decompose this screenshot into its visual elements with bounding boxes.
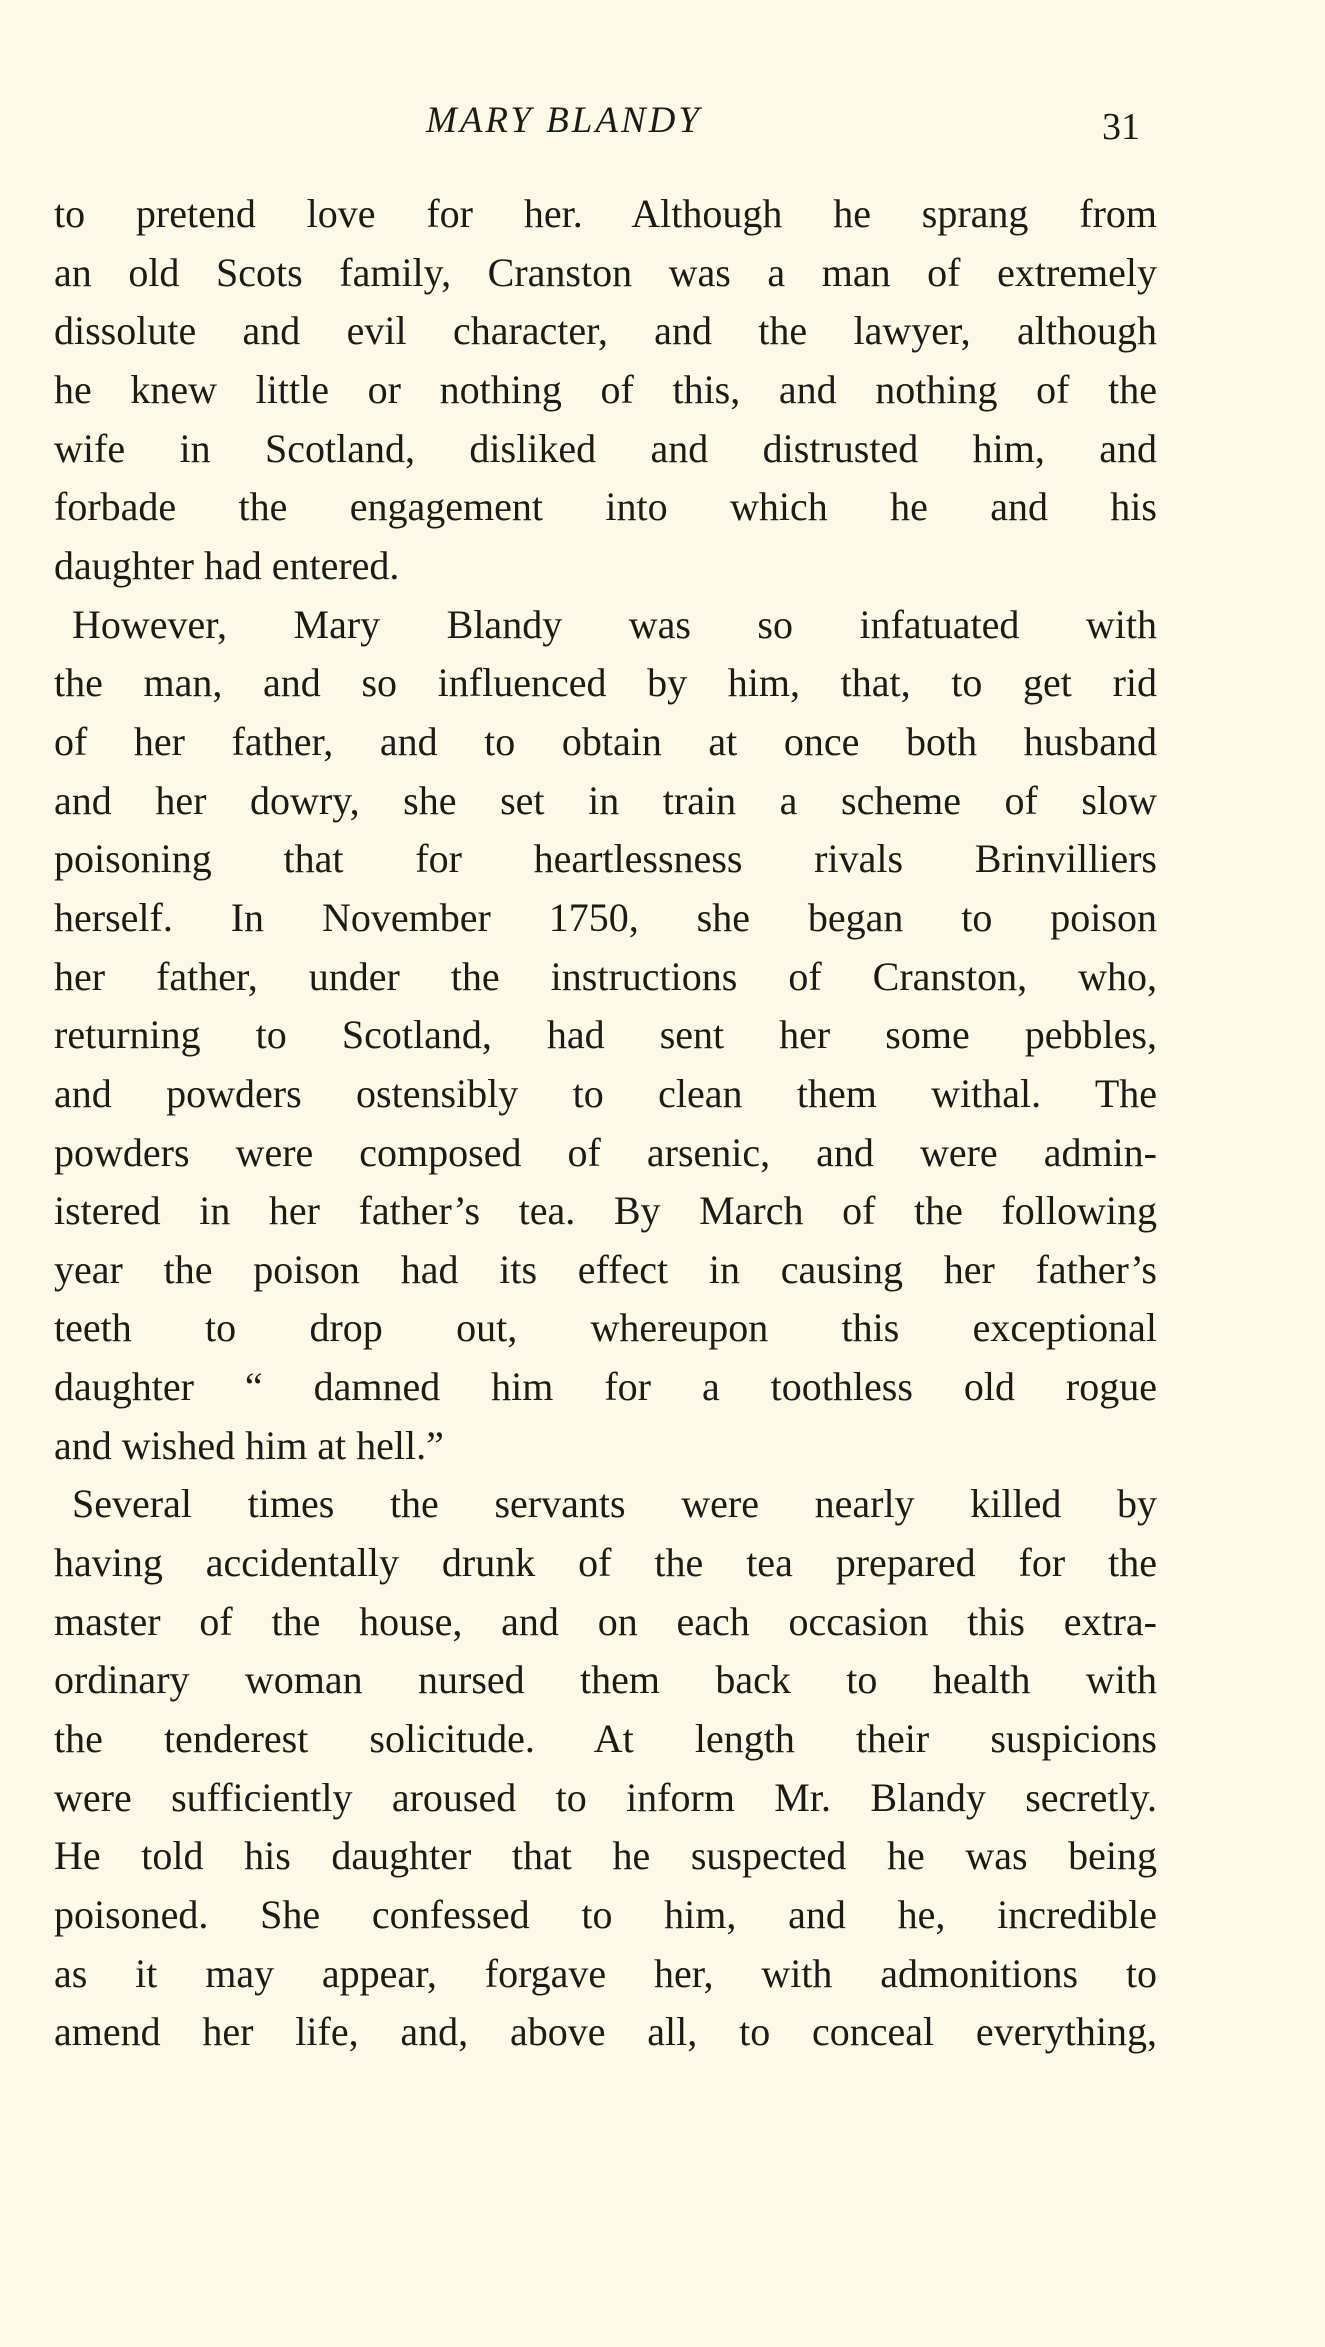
text-line: daughter “ damned him for a toothless old rogue [54, 1364, 1157, 1410]
text-line: and her dowry, she set in train a scheme of slow [54, 777, 1157, 823]
text-line: teeth to drop out, whereupon this exceptional [54, 1305, 1157, 1351]
text-line: an old Scots family, Cranston was a man of extremely [54, 249, 1157, 295]
text-line: of her father, and to obtain at once both husband [54, 718, 1157, 764]
text-line: powders were composed of arsenic, and were admin- [54, 1129, 1157, 1175]
text-line: and wished him at hell.” [54, 1422, 444, 1468]
body-text [54, 185, 1157, 2062]
text-line: herself. In November 1750, she began to poison [54, 894, 1157, 940]
text-line: her father, under the instructions of Cranston, who, [54, 953, 1157, 999]
text-line: poisoning that for heartlessness rivals Brinvilliers [54, 836, 1157, 882]
text-line: However, Mary Blandy was so infatuated with [72, 601, 1157, 647]
text-line: the man, and so influenced by him, that, to get rid [54, 660, 1157, 706]
running-header [0, 96, 1325, 146]
text-line: year the poison had its effect in causing her father’s [54, 1246, 1157, 1292]
text-line: he knew little or nothing of this, and nothing of the [54, 366, 1157, 412]
text-line: were sufficiently aroused to inform Mr. Blandy secretly. [54, 1774, 1157, 1820]
text-line: dissolute and evil character, and the lawyer, although [54, 308, 1157, 354]
text-line: returning to Scotland, had sent her some pebbles, [54, 1012, 1157, 1058]
text-line: forbade the engagement into which he and his [54, 484, 1157, 530]
text-line: wife in Scotland, disliked and distrusted him, and [54, 425, 1157, 471]
text-line: Several times the servants were nearly killed by [72, 1481, 1157, 1527]
text-line: and powders ostensibly to clean them withal. The [54, 1070, 1157, 1116]
running-title: MARY BLANDY [426, 100, 702, 141]
text-line: amend her life, and, above all, to conceal everything, [54, 2009, 1157, 2055]
text-line: poisoned. She confessed to him, and he, incredible [54, 1892, 1157, 1938]
text-line: istered in her father’s tea. By March of the following [54, 1188, 1157, 1234]
page-number: 31 [1102, 106, 1140, 148]
text-line: master of the house, and on each occasion this extra- [54, 1598, 1157, 1644]
text-line: ordinary woman nursed them back to health with [54, 1657, 1157, 1703]
text-line: He told his daughter that he suspected he was being [54, 1833, 1157, 1879]
text-line: daughter had entered. [54, 542, 400, 588]
text-line: the tenderest solicitude. At length their suspicions [54, 1716, 1157, 1762]
text-line: as it may appear, forgave her, with admonitions to [54, 1950, 1157, 1996]
text-line: having accidentally drunk of the tea prepared for the [54, 1540, 1157, 1586]
text-line: to pretend love for her. Although he sprang from [54, 191, 1157, 236]
